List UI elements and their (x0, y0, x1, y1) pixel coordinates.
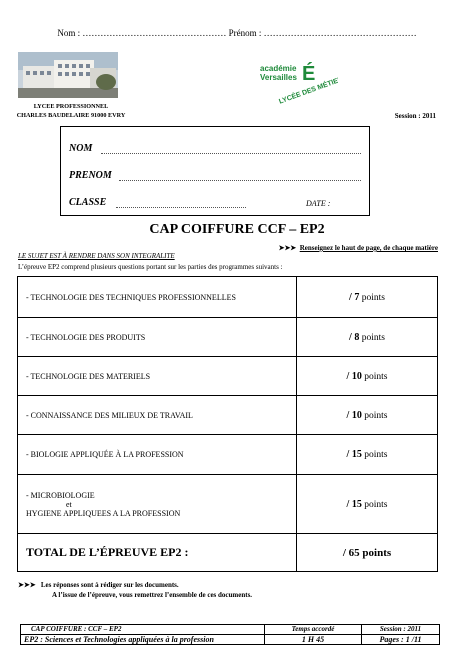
classe-label: CLASSE (69, 197, 107, 208)
row-score: / 7 points (297, 277, 438, 318)
row-label-line1: - MICROBIOLOGIE (26, 490, 95, 500)
score-table (17, 276, 438, 572)
academy-versailles-logo (258, 55, 338, 105)
academy-text1: académie (260, 64, 297, 73)
student-info-box (60, 126, 370, 216)
total-label: TOTAL DE L’ÉPREUVE EP2 : (18, 534, 297, 572)
row-score: / 15 points (297, 475, 438, 534)
row-label (18, 475, 297, 534)
row-score: / 10 points (297, 357, 438, 396)
session-label: Session : 2011 (394, 112, 436, 120)
row-label: - BIOLOGIE APPLIQUÉE À LA PROFESSION (18, 435, 297, 475)
arrows-icon: ➤➤➤ (278, 244, 297, 252)
academy-text2: Versailles (260, 73, 297, 82)
academy-letter: É (302, 63, 316, 85)
footer-session: Session : 2011 (362, 625, 440, 635)
table-row (21, 625, 440, 635)
row-label: - TECHNOLOGIE DES MATERIELS (18, 357, 297, 396)
school-line2: CHARLES BAUDELAIRE 91000 EVRY (16, 112, 126, 119)
name-firstname-line: Nom : ………………………………………… Prénom : …………………………………………… (57, 28, 417, 38)
nom-label: NOM (69, 143, 93, 154)
fill-header-text: Renseignez le haut de page, de chaque matière (299, 244, 438, 252)
subject-note: LE SUJET EST À RENDRE DANS SON INTEGRALITE (18, 252, 175, 260)
main-title: CAP COIFFURE CCF – EP2 (149, 222, 325, 237)
table-row (21, 635, 440, 645)
arrows-icon: ➤➤➤ (18, 581, 36, 589)
footer-note (18, 580, 252, 600)
school-name (16, 102, 126, 120)
total-row (18, 534, 438, 572)
footer-note-line1: Les réponses sont à rédiger sur les documents. (40, 581, 179, 589)
footer-subject: EP2 : Sciences et Technologies appliquées à la profession (21, 635, 265, 645)
prenom-field[interactable] (119, 180, 361, 181)
school-line1: LYCEE PROFESSIONNEL (33, 103, 109, 110)
footer-time-value: 1 H 45 (265, 635, 362, 645)
footer-note-line2: A l’issue de l’épreuve, vous remettrez l’ensemble de ces documents. (52, 591, 253, 599)
table-row (18, 277, 438, 318)
row-label-line2: et (66, 499, 72, 509)
row-score: / 15 points (297, 435, 438, 475)
row-score: / 10 points (297, 396, 438, 435)
footer-pages: Pages : 1 /11 (362, 635, 440, 645)
fill-header-note (279, 244, 438, 252)
total-score: / 65 points (297, 534, 438, 572)
table-row (18, 396, 438, 435)
row-score: / 8 points (297, 318, 438, 357)
row-label: - CONNAISSANCE DES MILIEUX DE TRAVAIL (18, 396, 297, 435)
table-row (18, 475, 438, 534)
academy-text3: LYCÉE DES MÉTIERS (278, 74, 338, 105)
intro-text: L’épreuve EP2 comprend plusieurs questions portant sur les parties des programmes suivants : (18, 263, 283, 271)
classe-field[interactable] (116, 207, 246, 208)
row-label: - TECHNOLOGIE DES PRODUITS (18, 318, 297, 357)
row-label-line3: HYGIENE APPLIQUEES A LA PROFESSION (26, 508, 181, 518)
table-row (18, 435, 438, 475)
prenom-label: PRENOM (69, 170, 112, 181)
table-row (18, 357, 438, 396)
footer-time-label: Temps accordé (265, 625, 362, 635)
table-row (18, 318, 438, 357)
row-label: - TECHNOLOGIE DES TECHNIQUES PROFESSIONNELLES (18, 277, 297, 318)
date-label: DATE : (306, 199, 331, 208)
nom-field[interactable] (101, 153, 361, 154)
footer-course: CAP COIFFURE : CCF – EP2 (21, 625, 265, 635)
school-building-photo (18, 52, 118, 98)
footer-table (20, 624, 440, 645)
